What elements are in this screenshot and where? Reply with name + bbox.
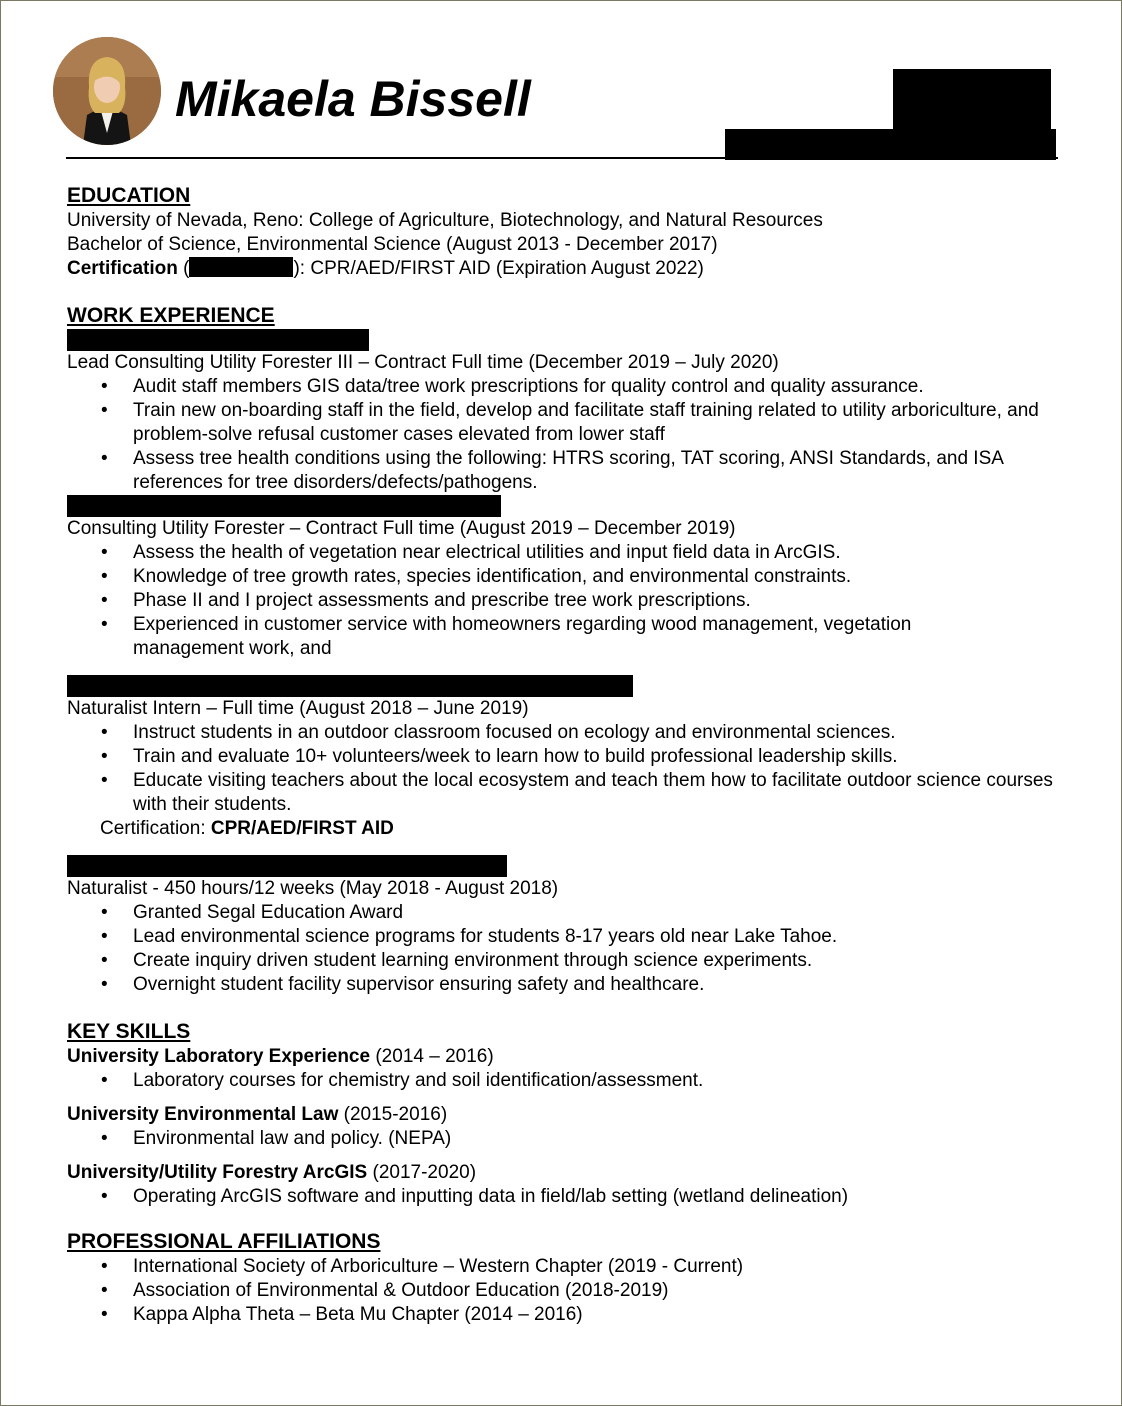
skill-period: (2017-2020) [367,1162,477,1183]
skill-title-3 [67,1161,1067,1185]
list-item: • Experienced in customer service with homeowners regarding wood management, vegetation management work, and [67,613,1013,661]
redacted-employer-2 [67,495,501,517]
list-item: • Knowledge of tree growth rates, species identification, and environmental constraints. [67,565,1067,589]
skill-period: (2015-2016) [338,1104,448,1125]
candidate-name: Mikaela Bissell [175,71,531,127]
skill-name: University Laboratory Experience [67,1046,371,1067]
cert-detail: ): CPR/AED/FIRST AID (Expiration August 2022) [293,258,704,279]
job-title-4: Naturalist - 450 hours/12 weeks (May 2018 - August 2018) [67,878,559,899]
list-item: • Kappa Alpha Theta – Beta Mu Chapter (2014 – 2016) [67,1303,1067,1327]
list-item: • Train and evaluate 10+ volunteers/week to learn how to build professional leadership skills. [67,745,1067,769]
header-divider [66,157,1058,159]
work-heading: WORK EXPERIENCE [67,304,275,327]
skill-name: University/Utility Forestry ArcGIS [67,1162,368,1183]
skill-1-details [67,1069,1067,1093]
redacted-contact-line [725,129,1056,160]
job-2-duties [67,541,1067,661]
list-item: • Create inquiry driven student learning environment through science experiments. [67,949,1067,973]
list-item: • Assess the health of vegetation near electrical utilities and input field data in ArcGIS. [67,541,1067,565]
skill-name: University Environmental Law [67,1104,339,1125]
job-1-duties [67,375,1067,495]
skill-period: (2014 – 2016) [370,1046,494,1067]
job-title-1: Lead Consulting Utility Forester III – Contract Full time (December 2019 – July 2020) [67,352,779,373]
list-item: • International Society of Arboriculture – Western Chapter (2019 - Current) [67,1255,1067,1279]
list-item: • Audit staff members GIS data/tree work prescriptions for quality control and quality assurance. [67,375,1067,399]
list-item: • Lead environmental science programs for students 8-17 years old near Lake Tahoe. [67,925,1067,949]
redacted-employer-3 [67,675,633,697]
resume-body [67,183,1067,1327]
job-title-2: Consulting Utility Forester – Contract Full time (August 2019 – December 2019) [67,518,736,539]
affiliations-list [67,1255,1067,1327]
skill-title-1 [67,1045,1067,1069]
list-item: • Educate visiting teachers about the local ecosystem and teach them how to facilitate outdoor science courses with their students. [67,769,1053,817]
affiliations-heading: PROFESSIONAL AFFILIATIONS [67,1230,381,1253]
skills-heading: KEY SKILLS [67,1020,191,1043]
cert-label: Certification [67,258,178,279]
skill-3-details [67,1185,1067,1209]
skill-title-2 [67,1103,1067,1127]
job-title-3: Naturalist Intern – Full time (August 2018 – June 2019) [67,698,529,719]
job-3-duties [67,721,1067,817]
education-heading: EDUCATION [67,184,191,207]
list-item: • Granted Segal Education Award [67,901,1067,925]
job-cert-value: CPR/AED/FIRST AID [210,818,394,839]
education-degree: Bachelor of Science, Environmental Science (August 2013 - December 2017) [67,234,718,255]
list-item: • Assess tree health conditions using the following: HTRS scoring, TAT scoring, ANSI Standards, and ISA references for tree disorders/defects/pathogens. [67,447,1033,495]
job-3-certification [67,817,1067,841]
list-item: • Operating ArcGIS software and inputting data in field/lab setting (wetland delineation) [67,1185,1067,1209]
skill-2-details [67,1127,1067,1151]
redacted-employer-4 [67,855,507,877]
redacted-contact-block [893,69,1051,131]
list-item: • Train new on-boarding staff in the field, develop and facilitate staff training related to utility arboriculture, and problem-solve refusal customer cases elevated from lower staff [67,399,1067,447]
job-4-duties [67,901,1067,997]
job-cert-label: Certification: [100,818,211,839]
redacted-employer-1 [67,329,369,351]
education-certification [67,257,1067,281]
list-item: • Phase II and I project assessments and prescribe tree work prescriptions. [67,589,1067,613]
education-school: University of Nevada, Reno: College of Agriculture, Biotechnology, and Natural Resources [67,210,823,231]
list-item: • Association of Environmental & Outdoor Education (2018-2019) [67,1279,1067,1303]
list-item: • Environmental law and policy. (NEPA) [67,1127,1067,1151]
redacted-cert-provider [189,257,293,277]
list-item: • Overnight student facility supervisor ensuring safety and healthcare. [67,973,1067,997]
profile-photo [53,37,161,145]
cert-paren: ( [177,258,190,279]
list-item: • Instruct students in an outdoor classroom focused on ecology and environmental sciences. [67,721,1067,745]
list-item: • Laboratory courses for chemistry and soil identification/assessment. [67,1069,1067,1093]
